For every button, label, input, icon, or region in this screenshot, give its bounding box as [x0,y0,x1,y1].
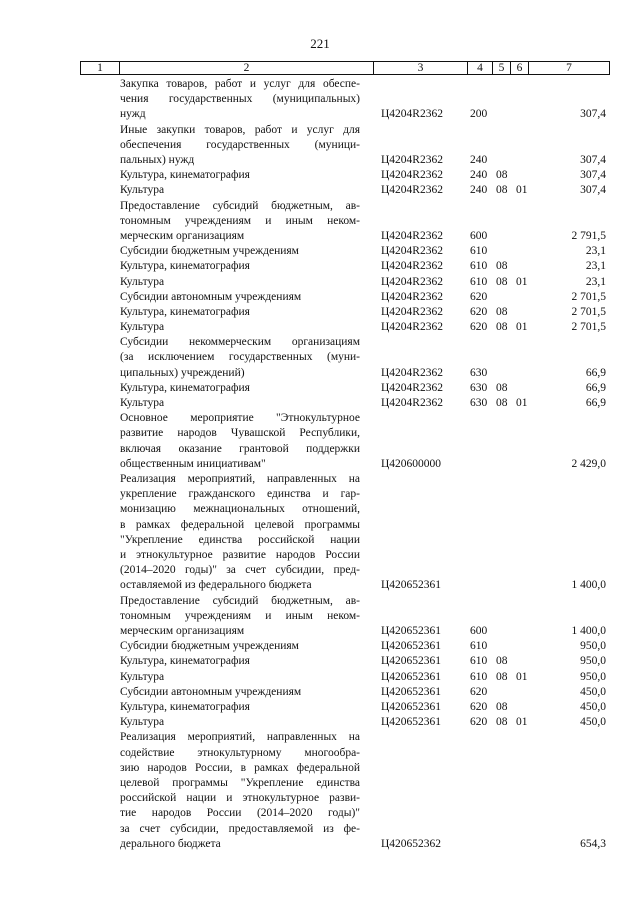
title-line: Субсидии автономным учреждениям [120,685,302,698]
expense-type: 630 [470,397,488,410]
title-line: Культура, кинематография [120,655,250,668]
amount: 307,4 [580,169,606,182]
expense-type: 630 [470,381,488,394]
expense-type: 610 [470,640,488,653]
amount: 66,9 [585,397,606,410]
title-line: Культура [120,670,165,683]
title-line: пальных) нужд [120,154,195,166]
target-code: Ц4204R2362 [381,153,443,166]
title-line: Культура, кинематография [120,305,250,318]
expense-type: 630 [470,366,488,379]
amount: 950,0 [580,655,606,668]
title-line: обеспечения государственных (муници- [120,138,360,151]
title-line: Предоставление субсидий бюджетным, ав- [120,594,360,607]
target-code: Ц420652362 [381,837,442,850]
expense-type: 200 [470,108,488,121]
table-row [0,670,640,685]
title-line: и этнокультурное развитие народов России [120,549,360,562]
table-row [0,290,640,305]
title-line: Культура, кинематография [120,169,250,182]
expense-type: 610 [470,670,488,683]
target-code: Ц420652361 [381,579,442,592]
amount: 950,0 [580,640,606,653]
subsection: 01 [516,397,528,410]
row-title [120,320,360,335]
target-code: Ц4204R2362 [381,305,443,318]
amount: 1 400,0 [571,579,606,592]
row-title [120,594,360,640]
title-line: Субсидии некоммерческим организациям [120,336,360,349]
target-code: Ц420652361 [381,700,442,713]
amount: 450,0 [580,700,606,713]
title-line: в рамках федеральной целевой программы [120,518,360,531]
title-line: Культура [120,397,165,410]
target-code: Ц4204R2362 [381,366,443,379]
subsection: 01 [516,275,528,288]
row-title [120,715,360,730]
expense-type: 600 [470,625,488,638]
section: 08 [496,397,508,410]
expense-type: 240 [470,169,488,182]
row-title [120,654,360,669]
table-header [80,61,610,75]
title-line: Предоставление субсидий бюджетным, ав- [120,199,360,212]
amount: 307,4 [580,108,606,121]
row-title [120,472,360,594]
amount: 2 791,5 [571,229,606,242]
target-code: Ц4204R2362 [381,169,443,182]
title-line: Культура [120,184,165,197]
table-row [0,244,640,259]
title-line: Культура [120,716,165,729]
title-line: Культура [120,275,165,288]
expense-type: 610 [470,275,488,288]
section: 08 [496,184,508,197]
subsection: 01 [516,670,528,683]
row-title [120,730,360,852]
target-code: Ц420652361 [381,655,442,668]
target-code: Ц420652361 [381,716,442,729]
header-col-7: 7 [528,62,609,74]
target-code: Ц4204R2362 [381,108,443,121]
row-title [120,168,360,183]
section: 08 [496,670,508,683]
title-line: зию народов России, в рамках федеральной [120,761,360,774]
title-line: дерального бюджета [120,837,221,850]
expense-type: 620 [470,321,488,334]
target-code: Ц4204R2362 [381,275,443,288]
title-line: Культура, кинематография [120,381,250,394]
title-line: развитие народов Чувашской Республики, [120,427,360,440]
row-title [120,244,360,259]
target-code: Ц420652361 [381,640,442,653]
row-title [120,670,360,685]
title-line: Иные закупки товаров, работ и услуг для [120,123,360,136]
row-title [120,290,360,305]
title-line: мерческим организациям [120,625,245,638]
expense-type: 620 [470,290,488,303]
table-row [0,305,640,320]
amount: 1 400,0 [571,625,606,638]
amount: 450,0 [580,716,606,729]
target-code: Ц4204R2362 [381,290,443,303]
table-row [0,472,640,594]
title-line: Субсидии автономным учреждениям [120,290,302,303]
title-line: Субсидии бюджетным учреждениям [120,640,299,653]
target-code: Ц420652361 [381,670,442,683]
expense-type: 240 [470,184,488,197]
amount: 2 701,5 [571,290,606,303]
header-col-2: 2 [119,62,373,74]
table-row [0,199,640,245]
section: 08 [496,716,508,729]
table-row [0,594,640,640]
expense-type: 600 [470,229,488,242]
table-row [0,715,640,730]
title-line: тономным учреждениям и иным неком- [120,609,360,622]
table-row [0,654,640,669]
title-line: (за исключением государственных (муни- [120,351,360,364]
row-title [120,275,360,290]
title-line: тие народов России (2014–2020 годы)" [120,807,360,820]
header-col-1: 1 [97,62,103,74]
target-code: Ц4204R2362 [381,245,443,258]
title-line: оставляемой из федерального бюджета [120,579,312,592]
target-code: Ц4204R2362 [381,381,443,394]
section: 08 [496,169,508,182]
header-col-6: 6 [510,62,528,74]
amount: 307,4 [580,153,606,166]
expense-type: 610 [470,655,488,668]
title-line: чения государственных (муниципальных) [120,93,360,106]
table-row [0,183,640,198]
target-code: Ц4204R2362 [381,229,443,242]
title-line: Реализация мероприятий, направленных на [120,473,360,486]
amount: 23,1 [585,260,606,273]
table-row [0,685,640,700]
amount: 2 701,5 [571,321,606,334]
page-number: 221 [310,36,330,51]
amount: 654,3 [580,837,606,850]
subsection: 01 [516,184,528,197]
header-col-5: 5 [492,62,510,74]
table-row [0,335,640,381]
expense-type: 620 [470,700,488,713]
amount: 950,0 [580,670,606,683]
row-title [120,396,360,411]
section: 08 [496,381,508,394]
row-title [120,77,360,123]
title-line: российской нации и этнокультурное разви- [120,792,360,805]
row-title [120,123,360,169]
expense-type: 610 [470,260,488,273]
title-line: нужд [120,108,146,121]
section: 08 [496,260,508,273]
header-col-4: 4 [467,62,492,74]
title-line: включая оказание грантовой поддержки [120,442,360,455]
amount: 2 701,5 [571,305,606,318]
target-code: Ц420600000 [381,457,442,470]
amount: 2 429,0 [571,457,606,470]
target-code: Ц420652361 [381,625,442,638]
table-row [0,123,640,169]
table-row [0,275,640,290]
target-code: Ц420652361 [381,685,442,698]
title-line: Реализация мероприятий, направленных на [120,731,360,744]
row-title [120,259,360,274]
row-title [120,183,360,198]
amount: 450,0 [580,685,606,698]
table-row [0,396,640,411]
title-line: монизацию межнациональных отношений, [120,503,360,516]
subsection: 01 [516,716,528,729]
amount: 23,1 [585,245,606,258]
row-title [120,199,360,245]
row-title [120,335,360,381]
expense-type: 610 [470,245,488,258]
table-row [0,411,640,472]
title-line: содействие этнокультурному многообра- [120,746,360,759]
title-line: Субсидии бюджетным учреждениям [120,245,299,258]
table-row [0,320,640,335]
subsection: 01 [516,321,528,334]
table-row [0,730,640,852]
table-row [0,168,640,183]
target-code: Ц4204R2362 [381,397,443,410]
row-title [120,700,360,715]
amount: 23,1 [585,275,606,288]
table-row [0,77,640,123]
title-line: за счет субсидии, предоставляемой из фе- [120,822,360,835]
section: 08 [496,655,508,668]
title-line: Культура [120,321,165,334]
section: 08 [496,275,508,288]
expense-type: 620 [470,305,488,318]
row-title [120,639,360,654]
section: 08 [496,700,508,713]
expense-type: 620 [470,685,488,698]
section: 08 [496,321,508,334]
header-col-3: 3 [373,62,467,74]
title-line: тономным учреждениям и иным неком- [120,214,360,227]
target-code: Ц4204R2362 [381,184,443,197]
row-title [120,381,360,396]
title-line: мерческим организациям [120,229,245,242]
title-line: целевой программы "Укрепление единства [120,776,360,789]
title-line: общественным инициативам" [120,457,266,470]
title-line: (2014–2020 годы)" за счет субсидии, пред- [120,564,360,577]
row-title [120,305,360,320]
table-row [0,639,640,654]
amount: 307,4 [580,184,606,197]
row-title [120,685,360,700]
title-line: Культура, кинематография [120,260,250,273]
table-row [0,259,640,274]
section: 08 [496,305,508,318]
table-row [0,700,640,715]
title-line: Основное мероприятие "Этнокультурное [120,412,360,425]
amount: 66,9 [585,366,606,379]
title-line: Культура, кинематография [120,700,250,713]
target-code: Ц4204R2362 [381,321,443,334]
amount: 66,9 [585,381,606,394]
title-line: укрепление гражданского единства и гар- [120,488,360,501]
table-row [0,381,640,396]
title-line: Закупка товаров, работ и услуг для обеспе- [120,78,360,90]
row-title [120,411,360,472]
table-body [0,77,640,852]
expense-type: 620 [470,716,488,729]
title-line: "Укрепление единства российской нации [120,533,360,546]
expense-type: 240 [470,153,488,166]
title-line: ципальных) учреждений) [120,366,245,379]
target-code: Ц4204R2362 [381,260,443,273]
